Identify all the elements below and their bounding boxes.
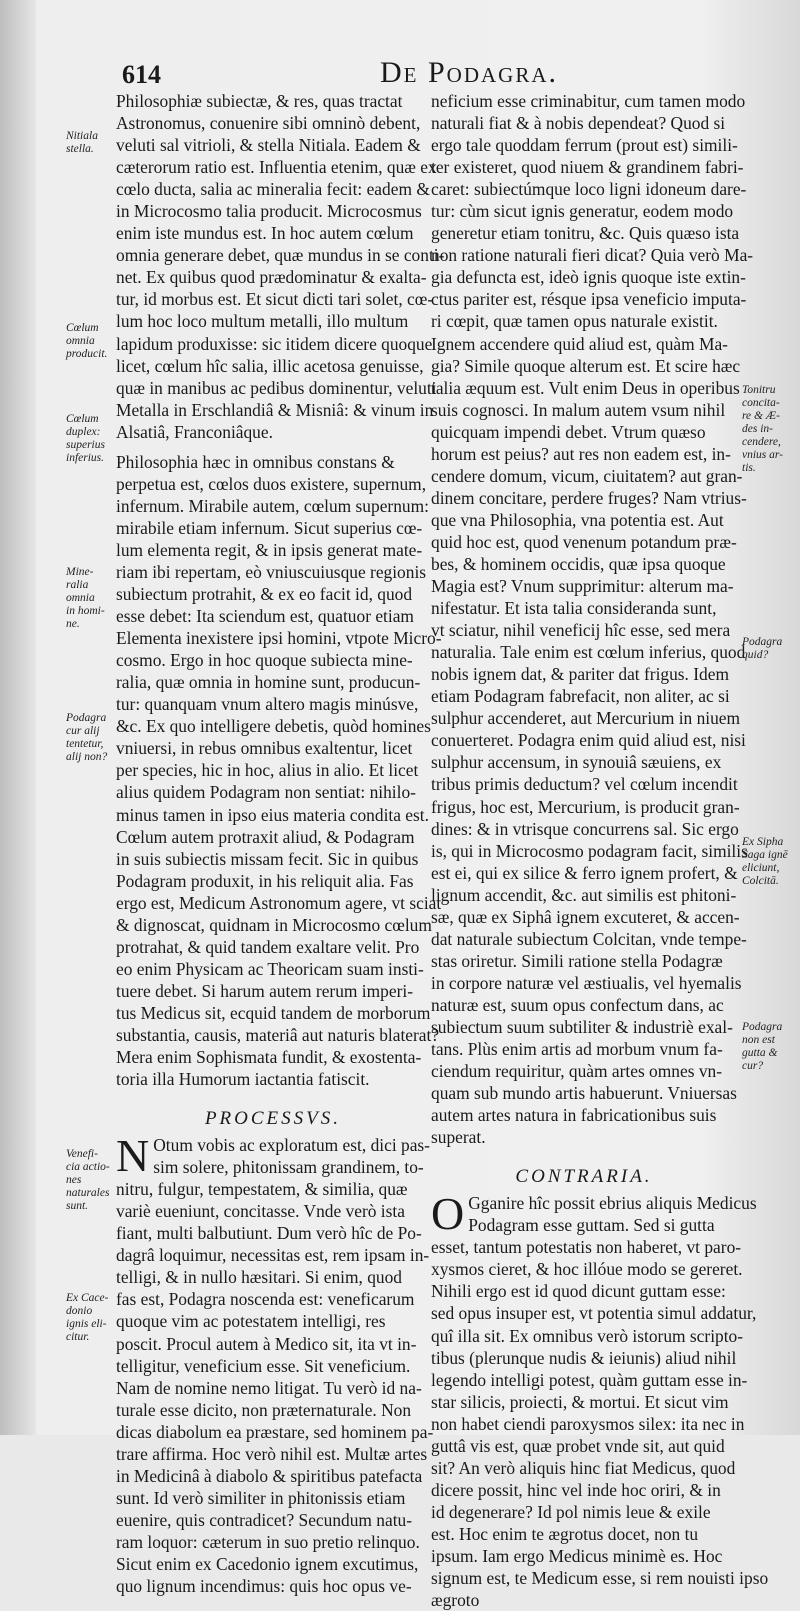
text-line: non habet ciendi paroxysmos silex: ita nec in	[431, 1413, 745, 1434]
text-line: Elementa inexistere ipsi homini, vtpote Micro-	[116, 628, 442, 649]
text-line: infernum. Mirabile autem, cœlum supernum:	[116, 495, 429, 516]
margin-note-line: nes	[66, 1174, 82, 1186]
margin-note-line: Saga ignē	[742, 849, 788, 861]
text-line: riam ibi repertam, eò vniuscuiusque regionis	[116, 561, 427, 582]
text-line: telligitur, veneficium esse. Sit veneficium.	[116, 1355, 411, 1376]
text-line: horum est peius? aut res non eadem est, in-	[431, 443, 731, 464]
text-line: quî illa sit. Ex omnibus verò istorum scripto-	[431, 1325, 744, 1346]
text-line: xysmos cieret, & hoc illóue modo se gereret.	[431, 1259, 743, 1280]
text-line: generetur etiam tonitru, &c. Quis quæso ista	[431, 223, 740, 244]
text-line: fas est, Podagra noscenda est: veneficarum	[116, 1289, 415, 1310]
margin-note-line: donio	[66, 1305, 93, 1317]
text-line: Philosophia hæc in omnibus constans &	[116, 451, 395, 472]
margin-note-podagra-quid	[742, 636, 798, 662]
text-line: ter existeret, quod niuem & grandinem fabri-	[431, 157, 744, 178]
text-line: Sicut enim ex Cacedonio ignem excutimus,	[116, 1554, 419, 1574]
text-line: quoque vim ac potestatem intelligi, res	[116, 1311, 386, 1332]
text-line: esset, tantum potestatis non haberet, vt paro-	[431, 1237, 742, 1258]
margin-note-line: Ex Cace-	[66, 1292, 109, 1304]
margin-note-line: Cœlum	[66, 322, 99, 334]
text-line: net. Ex quibus quod prædominatur & exalta-	[116, 267, 427, 288]
text-line: cæterorum ratio est. Influentia etenim, quæ ex	[116, 157, 437, 178]
text-line: eo enim Physicam ac Theoricam suam insti-	[116, 958, 424, 979]
text-line: naturalia. Tale enim est cœlum inferius, quod	[431, 642, 746, 663]
margin-note-line: ralia	[66, 579, 89, 591]
text-line: tus Medicus sit, ecquid tandem de morborum	[116, 1002, 431, 1023]
text-line: bes, & hominem occidis, quæ ipsa quoque	[431, 553, 726, 574]
text-line: Nihili ergo est id quod dicunt guttam esse:	[431, 1281, 726, 1302]
margin-note-line: Podagra	[742, 636, 783, 648]
margin-note-line: citur.	[66, 1331, 90, 1343]
text-line: star silicis, proiecti, & mortui. Et sicut vim	[431, 1391, 729, 1412]
left-text-column	[116, 90, 445, 1597]
text-line: dagrâ loquimur, necessitas est, rem ipsam in-	[116, 1245, 430, 1266]
margin-note-nitiala	[66, 130, 118, 156]
margin-note-coelum-duplex	[66, 413, 118, 465]
text-line: nitru, fulgur, tempestatem, & similia, quæ	[116, 1179, 408, 1200]
text-line: tur: quanquam vnum altero magis minúsve,	[116, 694, 419, 715]
margin-note-podagra-cur	[66, 712, 118, 764]
margin-note-line: re & Æ-	[742, 410, 780, 422]
contraria-paragraph	[431, 1188, 769, 1611]
text-line: veluti sal vitrioli, & stella Nitiala. Eadem &	[116, 135, 421, 156]
text-line: turale esse dicito, non præternaturale. Non	[116, 1399, 412, 1420]
margin-note-line: tis.	[742, 462, 756, 474]
text-line: talia æquum est. Vult enim Deus in operibus	[431, 377, 740, 398]
text-line: substantia, causis, materiâ aut naturis blaterat?	[116, 1024, 440, 1045]
text-line: in Microcosmo talia producit. Microcosmus	[116, 201, 422, 222]
text-line: suis cognosci. In malum autem vsum nihil	[431, 399, 726, 420]
margin-note-line: Venefi-	[66, 1148, 98, 1160]
margin-note-line: in homi-	[66, 605, 105, 617]
text-line: frigus, hoc est, Mercurium, is producit gran-	[431, 796, 740, 817]
margin-note-line: duplex:	[66, 426, 101, 438]
text-line: caret: subiectúmque loco ligni idoneum dare-	[431, 179, 747, 200]
text-line: omnia generare debet, quæ mundus in se conti-	[116, 245, 445, 266]
text-line: sæ, quæ ex Siphâ ignem excuteret, & accen-	[431, 906, 740, 927]
text-line: enim iste mundus est. In hoc autem cœlum	[116, 223, 414, 244]
text-line: in corpore naturæ vel æstiualis, vel hyemalis	[431, 972, 742, 993]
text-line: est. Hoc enim te ægrotus docet, non tu	[431, 1523, 699, 1544]
text-line: esse debet: Ita sciendum est, quatuor etiam	[116, 606, 414, 627]
text-line: licet, cœlum hîc salia, illic acetosa genuisse,	[116, 355, 424, 376]
margin-note-ex-sipha	[742, 836, 798, 888]
margin-note-line: des in-	[742, 423, 773, 435]
text-line: quo lignum incendimus: quis hoc opus ve-	[116, 1576, 412, 1597]
margin-note-line: Cœlum	[66, 413, 99, 425]
text-line: sit? An verò aliquis hinc fiat Medicus, quod	[431, 1457, 736, 1478]
text-line: quæ in manibus ac pedibus dominentur, veluti	[116, 377, 437, 398]
margin-note-line: cur alij	[66, 725, 100, 737]
text-line: subiectum suum subtiliter & industriè exal-	[431, 1016, 733, 1037]
text-line: & dignoscat, quidnam in Microcosmo cœlum	[116, 914, 432, 935]
text-line: ri cœpit, quæ tamen opus naturale existit.	[431, 311, 718, 332]
text-line: ergo est, Medicum Astronomum agere, vt sciat	[116, 892, 442, 913]
contraria-text	[431, 1188, 769, 1611]
text-line: nobis ignem dat, & pariter dat frigus. Idem	[431, 664, 729, 685]
text-line: dicas diabolum ea præstare, sed hominem pa-	[116, 1421, 434, 1442]
text-line: lignum accendit, &c. aut similis est phitoni-	[431, 884, 737, 905]
text-line: cœlo ducta, salia ac mineralia fecit: eadem &	[116, 179, 430, 200]
margin-note-line: inferius.	[66, 452, 105, 464]
text-line: Gganire hîc possit ebrius aliquis Medicus	[468, 1193, 757, 1214]
processus-heading: PROCESSVS.	[204, 1108, 342, 1130]
text-line: Magia est? Vnum supprimitur: alterum ma-	[431, 576, 734, 597]
margin-note-line: ignis eli-	[66, 1318, 107, 1330]
text-line: que vna Philosophia, vna potentia est. Aut	[431, 509, 724, 530]
text-line: naturali fiat & à nobis dependeat? Quod si	[431, 113, 726, 134]
margin-note-podagra-non	[742, 1021, 798, 1073]
text-line: ciendum requiritur, quàm artes omnes vn-	[431, 1061, 722, 1082]
text-line: Ignem accendere quid aliud est, quàm Ma-	[431, 333, 728, 354]
text-line: gia? Simile quoque alterum est. Et scire hæc	[431, 355, 741, 376]
text-line: poscit. Procul autem à Medico sit, ita vt in-	[116, 1333, 417, 1354]
margin-note-line: Podagra	[66, 712, 107, 724]
text-line: signum est, te Medicum esse, si rem nouisti ipso	[431, 1568, 769, 1589]
margin-note-line: Ex Sipha	[742, 836, 784, 848]
text-line: trare affirma. Hoc verò nihil est. Multæ artes	[116, 1443, 428, 1464]
text-line: Podagram esse guttam. Sed si gutta	[468, 1215, 715, 1236]
text-line: neficium esse criminabitur, cum tamen modo	[431, 91, 746, 111]
text-line: Mera enim Sophismata fundit, & exostenta-	[116, 1047, 422, 1068]
text-line: &c. Ex quo intelligere debetis, quòd homines	[116, 716, 431, 737]
margin-note-line: cendere,	[742, 436, 781, 448]
page-gutter-shadow	[0, 0, 36, 1435]
text-line: tribus primis deductum? vel cœlum incendit	[431, 774, 738, 795]
text-line: protrahat, & quid tandem exaltare velit. Pro	[116, 936, 420, 957]
left-main-text	[116, 90, 445, 1090]
text-line: minus tamen in ipso eius materia condita est.	[116, 804, 429, 825]
text-line: ægroto	[431, 1590, 480, 1611]
margin-note-venefi	[66, 1148, 118, 1213]
margin-note-line: naturales	[66, 1187, 110, 1199]
text-line: tibus (plerunque nudis & ieiunis) aliud nihil	[431, 1347, 737, 1368]
text-line: toria illa Humorum iactantia fatiscit.	[116, 1069, 370, 1090]
text-line: ergo tale quoddam ferrum (prout est) simili-	[431, 135, 738, 156]
processus-text	[116, 1130, 434, 1597]
margin-note-line: tentetur,	[66, 738, 104, 750]
text-line: in suis subiectis missam fecit. Sic in quibus	[116, 848, 419, 869]
margin-note-ex-cacedonio	[66, 1292, 118, 1344]
text-line: sulphur accenderet, aut Mercurium in niuem	[431, 708, 741, 729]
text-line: superat.	[431, 1127, 486, 1148]
text-line: Nam de nomine nemo litigat. Tu verò id na-	[116, 1377, 422, 1398]
text-line: naturæ est, suum opus confectum dans, ac	[431, 994, 724, 1015]
processus-paragraph	[116, 1130, 434, 1597]
margin-note-line: Podagra	[742, 1021, 783, 1033]
margin-note-tonitru	[742, 384, 798, 475]
text-line: gia defuncta est, ideò ignis quoque iste extin-	[431, 267, 746, 288]
text-line: id degenerare? Id pol nimis leue & exile	[431, 1501, 711, 1522]
text-line: quid hoc est, quod venenum potandum præ-	[431, 531, 737, 552]
text-line: lum hoc loco multum metalli, illo multum	[116, 311, 409, 332]
text-line: vt sciatur, nihil veneficij hîc esse, sed mera	[431, 620, 731, 641]
text-line: conuerteret. Podagra enim quid aliud est, nisi	[431, 730, 746, 751]
margin-note-line: Nitiala	[66, 130, 98, 142]
text-line: perpetua est, cœlos duos existere, supernum,	[116, 473, 427, 494]
text-line: Otum vobis ac exploratum est, dici pas-	[153, 1135, 430, 1156]
text-line: cosmo. Ergo in hoc quoque subiecta mine-	[116, 650, 413, 671]
margin-note-line: non est	[742, 1034, 775, 1046]
margin-note-line: Mine-	[66, 566, 94, 578]
right-main-text	[431, 90, 754, 1148]
margin-note-line: superius	[66, 439, 105, 451]
text-line: Cœlum autem protraxit aliud, & Podagram	[116, 826, 415, 847]
text-line: tuere debet. Si harum autem rerum imperi-	[116, 980, 413, 1001]
text-line: sulphur accensum, in synouiâ sæuiens, ex	[431, 752, 722, 773]
margin-note-line: eliciunt,	[742, 862, 780, 874]
text-line: alius quidem Podagram non sentiat: nihilo-	[116, 782, 416, 803]
margin-note-line: vnius ar-	[742, 449, 783, 461]
text-line: cendere domum, vicum, ciuitatem? aut gran-	[431, 465, 743, 486]
margin-note-coelum-omnia	[66, 322, 118, 361]
text-line: nifestatur. Et ista talia consideranda sunt,	[431, 598, 717, 619]
text-line: euenire, quis contradicet? Secundum natu-	[116, 1509, 413, 1530]
text-line: ipsum. Iam ergo Medicus minimè es. Hoc	[431, 1546, 723, 1566]
text-line: legendo intelligi potest, quàm guttam esse in-	[431, 1369, 748, 1390]
text-line: sunt. Id verò similiter in phitonissis etiam	[116, 1487, 406, 1508]
text-line: non ratione naturali fieri dicat? Quia verò Ma-	[431, 245, 754, 266]
text-line: Philosophiæ subiectæ, & res, quas tractat	[116, 91, 403, 111]
text-line: ctus pariter est, résque ipsa veneficio imputa-	[431, 289, 747, 310]
text-line: lapidum produxisse: sic itidem dicere quoque	[116, 333, 433, 354]
text-line: Metalla in Erschlandiâ & Misniâ: & vinum in	[116, 399, 434, 420]
text-line: dinem concitare, perdere fruges? Nam vtrius-	[431, 487, 747, 508]
text-line: ram loquor: cæterum in suo pretio relinquo.	[116, 1531, 420, 1552]
text-line: tur, id morbus est. Et sicut dicti tari solet, cœ-	[116, 289, 434, 310]
text-line: lum elementa regit, & in ipsis generat mate-	[116, 539, 423, 560]
text-line: telligi, & in nullo hæsitari. Si enim, quod	[116, 1267, 402, 1288]
text-line: Alsatiâ, Franconiâque.	[116, 421, 273, 442]
text-line: subiectum protrahit, & ex eo facit id, quod	[116, 584, 413, 605]
contraria-dropcap: O	[431, 1188, 465, 1240]
text-line: ralia, quæ omnia in homine sunt, producun-	[116, 672, 421, 693]
margin-note-line: cur?	[742, 1060, 764, 1072]
text-line: per species, hic in hoc, alius in alio. Et licet	[116, 760, 419, 781]
margin-note-line: alij non?	[66, 751, 108, 763]
margin-note-line: sunt.	[66, 1200, 89, 1212]
text-line: quam sub mundo artis habuerunt. Vniuersas	[431, 1083, 737, 1104]
margin-note-line: gutta &	[742, 1047, 778, 1059]
margin-note-line: omnia	[66, 592, 95, 604]
text-line: dat naturale subiectum Colcitan, vnde tempe-	[431, 928, 747, 949]
text-line: mirabile etiam infernum. Sicut superius cœ-	[116, 517, 423, 538]
text-line: is, qui in Microcosmo podagram facit, similis	[431, 840, 748, 861]
contraria-heading: CONTRARIA.	[515, 1166, 653, 1188]
text-line: dines: & in vtrisque concurrens sal. Sic ergo	[431, 818, 739, 839]
text-line: est ei, qui ex silice & ferro ignem profert, &	[431, 862, 738, 883]
page-number: 614	[122, 60, 161, 89]
text-line: stas oriretur. Simili ratione stella Podagræ	[431, 950, 723, 971]
text-line: guttâ vis est, quæ probet vnde sit, aut quid	[431, 1435, 725, 1456]
margin-note-line: concita-	[742, 397, 780, 409]
text-line: etiam Podagram fabrefacit, non aliter, ac si	[431, 686, 730, 707]
text-line: sed opus insuper est, vt potentia simul addatur,	[431, 1303, 757, 1324]
text-line: dicere possit, hinc vel inde hoc oriri, & in	[431, 1479, 721, 1500]
text-line: in Medicinâ à diabolo & spiritibus patefacta	[116, 1465, 423, 1486]
margin-note-line: stella.	[66, 143, 94, 155]
text-line: sim solere, phitonissam grandinem, to-	[153, 1157, 424, 1178]
margin-note-line: quid?	[742, 649, 769, 661]
text-line: Astronomus, conuenire sibi omninò debent,	[116, 113, 421, 134]
text-line: tans. Plùs enim artis ad morbum vnum fa-	[431, 1039, 723, 1060]
margin-note-line: ne.	[66, 618, 80, 630]
margin-note-line: producit.	[66, 348, 108, 360]
text-line: fiant, multi balbutiunt. Dum verò hîc de Po-	[116, 1223, 422, 1244]
text-line: Podagram produxit, in his reliquit alia. Fas	[116, 870, 414, 891]
text-line: quicquam impendi debet. Vtrum quæso	[431, 421, 706, 442]
text-line: variè eueniunt, concitasse. Vnde verò ista	[116, 1201, 405, 1222]
processus-dropcap: N	[116, 1130, 150, 1182]
text-line: vniuersi, in rebus omnibus exaltentur, licet	[116, 738, 413, 759]
text-line: autem artes natura in fabricationibus suis	[431, 1105, 717, 1126]
margin-note-line: omnia	[66, 335, 95, 347]
margin-note-line: Colcitā.	[742, 875, 779, 887]
margin-note-mineralia	[66, 566, 118, 631]
margin-note-line: cia actio-	[66, 1161, 110, 1173]
text-line: tur: cùm sicut ignis generatur, eodem modo	[431, 201, 734, 222]
margin-note-line: Tonitru	[742, 384, 776, 396]
running-title: De Podagra.	[380, 56, 559, 89]
